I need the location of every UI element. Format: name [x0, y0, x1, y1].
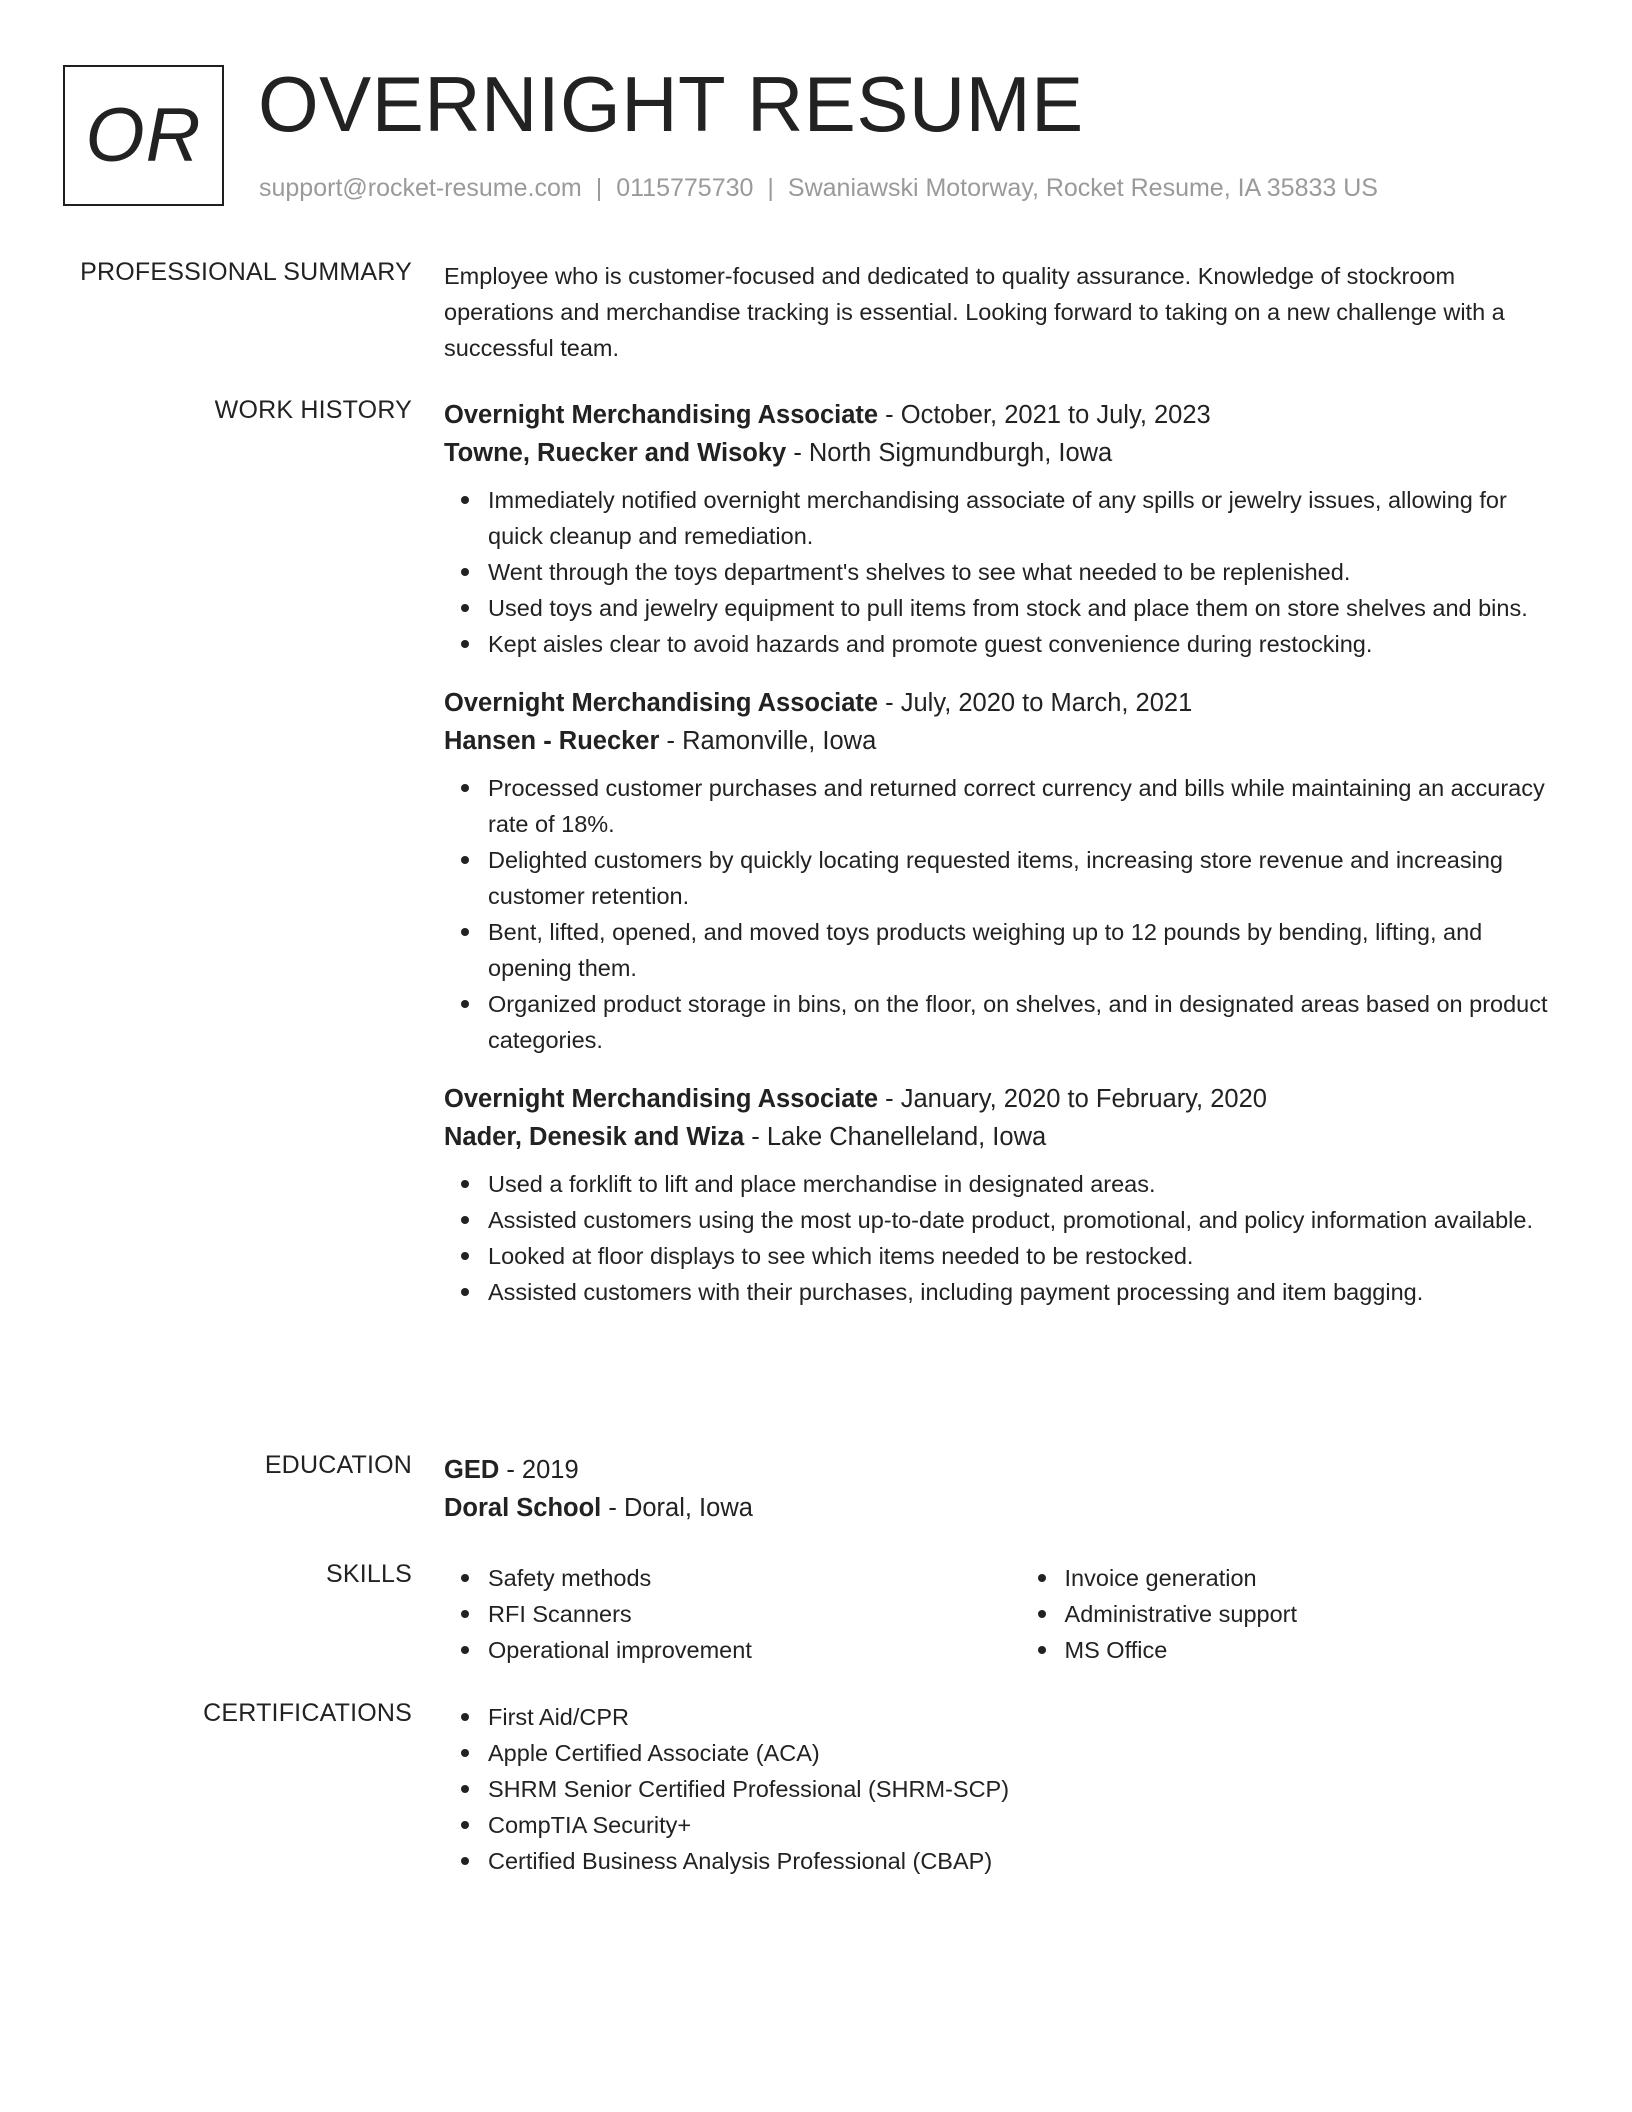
job-role: Overnight Merchandising Associate — [444, 401, 879, 429]
contact-separator: | — [595, 174, 603, 202]
job-entry — [444, 1080, 1554, 1310]
list-item: Delighted customers by quickly locating requested items, increasing store revenue and increasing customer retention. — [488, 842, 1554, 914]
contact-email[interactable]: support@rocket-resume.com — [259, 174, 582, 202]
section-title-summary: PROFESSIONAL SUMMARY — [80, 258, 412, 286]
section-title-certifications: CERTIFICATIONS — [203, 1699, 412, 1727]
section-title-skills: SKILLS — [326, 1560, 412, 1588]
list-item: Apple Certified Associate (ACA) — [488, 1735, 1554, 1771]
school-location: - Doral, Iowa — [601, 1494, 753, 1522]
skills-list-right — [1021, 1560, 1554, 1668]
job-title-line — [444, 1080, 1554, 1118]
skills-grid — [444, 1560, 1554, 1668]
list-item: Immediately notified overnight merchandising associate of any spills or jewelry issues, allowing for quick cleanup and remediation. — [488, 482, 1554, 554]
skills-body — [444, 1560, 1554, 1668]
contact-address: Swaniawski Motorway, Rocket Resume, IA 35833 US — [787, 174, 1378, 202]
list-item: Went through the toys department's shelves to see what needed to be replenished. — [488, 554, 1554, 590]
job-dates: - October, 2021 to July, 2023 — [878, 401, 1211, 429]
job-entry — [444, 396, 1554, 662]
list-item: Kept aisles clear to avoid hazards and promote guest convenience during restocking. — [488, 626, 1554, 662]
list-item: Assisted customers using the most up-to-date product, promotional, and policy information available. — [488, 1202, 1554, 1238]
job-dates: - July, 2020 to March, 2021 — [878, 689, 1193, 717]
list-item: Used toys and jewelry equipment to pull items from stock and place them on store shelves and bins. — [488, 590, 1554, 626]
summary-body — [444, 258, 1554, 366]
company-location: - North Sigmundburgh, Iowa — [786, 439, 1113, 467]
list-item: Bent, lifted, opened, and moved toys products weighing up to 12 pounds by bending, lifting, and opening them. — [488, 914, 1554, 986]
company-name: Hansen - Ruecker — [444, 727, 660, 755]
certifications-body — [444, 1699, 1554, 1879]
monogram-logo: OR — [63, 65, 224, 206]
contact-separator: | — [767, 174, 774, 202]
list-item: CompTIA Security+ — [488, 1807, 1554, 1843]
skills-list-left — [444, 1560, 1021, 1668]
candidate-name: OVERNIGHT RESUME — [258, 60, 1084, 148]
company-location: - Lake Chanelleland, Iowa — [744, 1123, 1047, 1151]
list-item: First Aid/CPR — [488, 1699, 1554, 1735]
list-item: RFI Scanners — [488, 1596, 1021, 1632]
job-title-line — [444, 396, 1554, 434]
section-title-education: EDUCATION — [264, 1451, 412, 1479]
list-item: MS Office — [1065, 1632, 1554, 1668]
list-item: Operational improvement — [488, 1632, 1021, 1668]
degree-line — [444, 1451, 1554, 1489]
job-bullets — [444, 1166, 1554, 1310]
list-item: Administrative support — [1065, 1596, 1554, 1632]
job-bullets — [444, 482, 1554, 662]
certifications-list — [444, 1699, 1554, 1879]
company-line — [444, 1118, 1554, 1156]
resume-header — [63, 60, 1563, 210]
list-item: Invoice generation — [1065, 1560, 1554, 1596]
summary-text: Employee who is customer-focused and dedicated to quality assurance. Knowledge of stockroom operations and merchandise tracking is essential. Looking forward to taking on a new challenge with a successful team. — [444, 263, 1505, 361]
list-item: Assisted customers with their purchases, including payment processing and item bagging. — [488, 1274, 1554, 1310]
list-item: Organized product storage in bins, on the floor, on shelves, and in designated areas based on product categories. — [488, 986, 1554, 1058]
job-role: Overnight Merchandising Associate — [444, 689, 879, 717]
list-item: Certified Business Analysis Professional (CBAP) — [488, 1843, 1554, 1879]
list-item: Processed customer purchases and returned correct currency and bills while maintaining an accuracy rate of 18%. — [488, 770, 1554, 842]
school-line — [444, 1489, 1554, 1527]
company-name: Towne, Ruecker and Wisoky — [444, 439, 787, 467]
company-line — [444, 434, 1554, 472]
list-item: Used a forklift to lift and place merchandise in designated areas. — [488, 1166, 1554, 1202]
degree-year: - 2019 — [499, 1456, 579, 1484]
section-title-work-history: WORK HISTORY — [214, 396, 412, 424]
job-bullets — [444, 770, 1554, 1058]
job-entry — [444, 684, 1554, 1058]
job-title-line — [444, 684, 1554, 722]
company-line — [444, 722, 1554, 760]
list-item: SHRM Senior Certified Professional (SHRM-SCP) — [488, 1771, 1554, 1807]
company-location: - Ramonville, Iowa — [659, 727, 877, 755]
job-dates: - January, 2020 to February, 2020 — [878, 1085, 1267, 1113]
degree-name: GED — [444, 1456, 500, 1484]
job-role: Overnight Merchandising Associate — [444, 1085, 879, 1113]
work-history-body — [444, 396, 1554, 1332]
school-name: Doral School — [444, 1494, 602, 1522]
contact-line — [259, 174, 1378, 203]
list-item: Looked at floor displays to see which items needed to be restocked. — [488, 1238, 1554, 1274]
list-item: Safety methods — [488, 1560, 1021, 1596]
company-name: Nader, Denesik and Wiza — [444, 1123, 745, 1151]
education-body — [444, 1451, 1554, 1527]
contact-phone[interactable]: 0115775730 — [616, 174, 754, 202]
